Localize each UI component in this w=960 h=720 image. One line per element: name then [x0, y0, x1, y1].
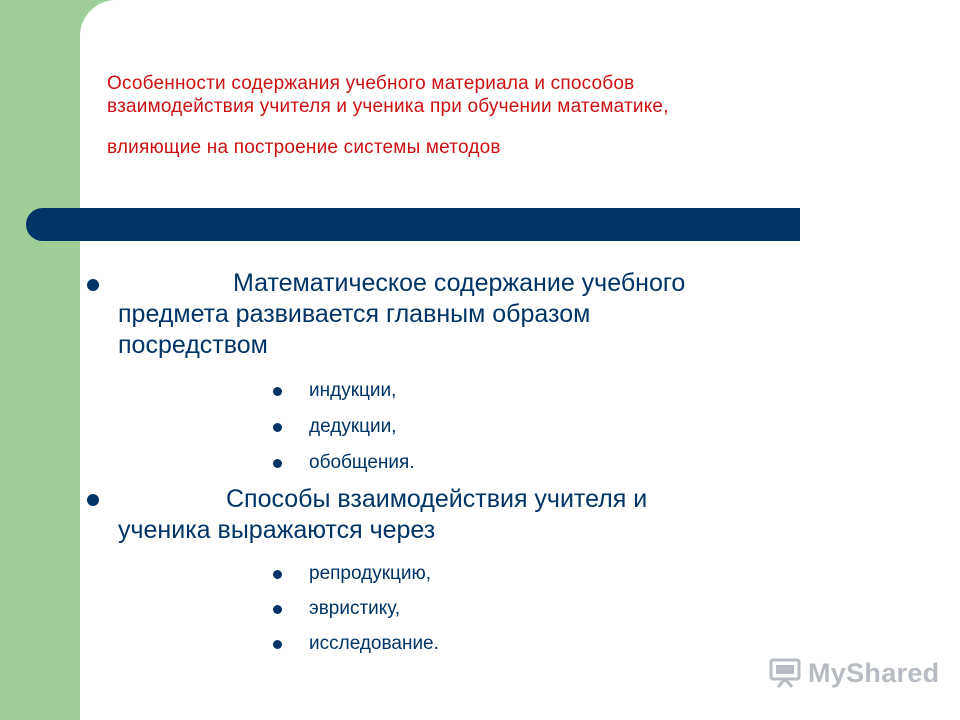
point-2-line-2: ученика выражаются через — [118, 516, 436, 544]
title-line-3: влияющие на построение системы методов — [107, 137, 501, 158]
point-1-line-3: посредством — [118, 331, 268, 359]
sub-bullet-icon — [273, 570, 282, 579]
green-side-strip — [0, 210, 80, 720]
sub-bullet-icon — [273, 423, 282, 432]
sub-bullet-icon — [273, 640, 282, 649]
point-1-line-1: Математическое содержание учебного — [233, 269, 686, 297]
sub-bullet-icon — [273, 605, 282, 614]
sub-bullet-icon — [273, 459, 282, 468]
point-2-item-2: эвристику, — [309, 598, 401, 619]
point-1-item-2: дедукции, — [309, 416, 397, 437]
myshared-logo[interactable] — [768, 655, 939, 691]
bullet-icon — [87, 494, 99, 506]
title-line-2: взаимодействия учителя и ученика при обучении математике, — [107, 96, 669, 117]
point-2-text — [118, 484, 838, 546]
presentation-board-icon — [768, 658, 802, 688]
title-divider-bar — [26, 208, 800, 241]
sub-bullet-icon — [273, 387, 282, 396]
point-2-line-1: Способы взаимодействия учителя и — [226, 485, 648, 513]
point-1-item-3: обобщения. — [309, 452, 415, 473]
point-2-item-3: исследование. — [309, 633, 439, 654]
title-line-1: Особенности содержания учебного материала и способов — [107, 73, 635, 94]
logo-text: MyShared — [808, 657, 940, 688]
point-1-line-2: предмета развивается главным образом — [118, 300, 591, 328]
point-1-item-1: индукции, — [309, 380, 397, 401]
slide-title — [107, 72, 847, 159]
point-2-item-1: репродукцию, — [309, 563, 432, 584]
point-1-text — [118, 268, 838, 361]
bullet-icon — [87, 279, 99, 291]
